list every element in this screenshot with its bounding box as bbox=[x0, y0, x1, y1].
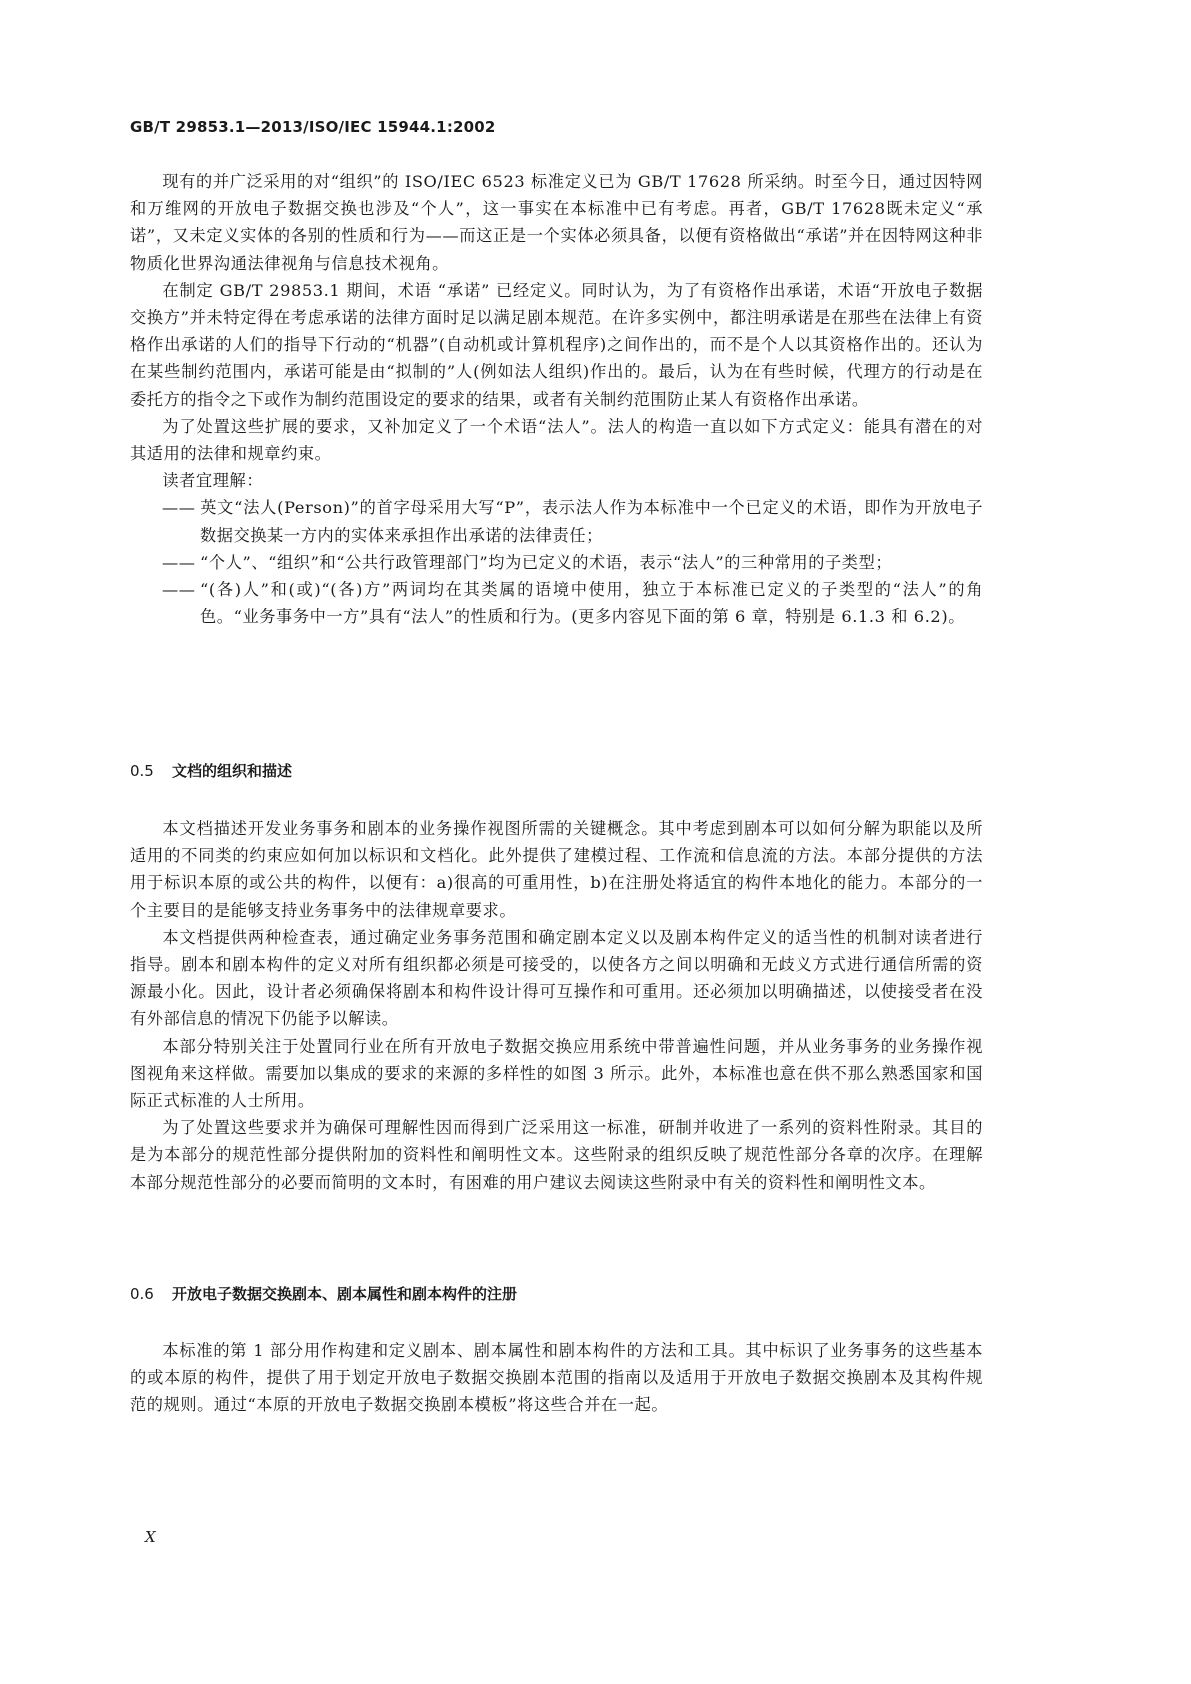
paragraph: 读者宜理解： bbox=[162, 471, 264, 491]
paragraph: 本标准的第 1 部分用作构建和定义剧本、剧本属性和剧本构件的方法和工具。其中标识了业务事务的这些基本的或本原的构件，提供了用于划定开放电子数据交换剧本范围的指南以及适用于开放电子数据交换剧本及其构件规范的规则。通过“本原的开放电子数据交换剧本模板”将这些合并在一起。 bbox=[130, 1341, 983, 1415]
section-title: 文档的组织和描述 bbox=[172, 762, 293, 780]
list-item-text: 英文“法人(Person)”的首字母采用大写“P”，表示法人作为本标准中一个已定义的术语，即作为开放电子数据交换某一方内的实体来承担作出承诺的法律责任； bbox=[200, 498, 983, 545]
paragraph: 本文档提供两种检查表，通过确定业务事务范围和确定剧本定义以及剧本构件定义的适当性的机制对读者进行指导。剧本和剧本构件的定义对所有组织都必须是可接受的，以使各方之间以明确和无歧义方式进行通信所需的资源最小化。因此，设计者必须确保将剧本和构件设计得可互操作和可重用。还必须加以明确描述，以使接受者在没有外部信息的情况下仍能予以解读。 bbox=[130, 927, 983, 1029]
section-heading-0-6 bbox=[130, 1283, 517, 1304]
list-item-text: “(各)人”和(或)“(各)方”两词均在其类属的语境中使用，独立于本标准已定义的子类型的“法人”的角色。“业务事务中一方”具有“法人”的性质和行为。(更多内容见下面的第 6 章，特别是 6.1.3 和 6.2)。 bbox=[200, 580, 983, 627]
standard-code-header: GB/T 29853.1—2013/ISO/IEC 15944.1:2002 bbox=[130, 118, 496, 136]
section-0-5-body bbox=[130, 815, 983, 1196]
list-item bbox=[130, 494, 983, 548]
paragraph: 本部分特别关注于处置同行业在所有开放电子数据交换应用系统中带普遍性问题，并从业务事务的业务操作视图视角来这样做。需要加以集成的要求的来源的多样性的如图 3 所示。此外，本标准也意在供不那么熟悉国家和国际正式标准的人士所用。 bbox=[130, 1036, 983, 1111]
paragraph: 现有的并广泛采用的对“组织”的 ISO/IEC 6523 标准定义已为 GB/T 17628 所采纳。时至今日，通过因特网和万维网的开放电子数据交换也涉及“个人”，这一事实在本标准中已有考虑。再者，GB/T 17628既未定义“承诺”，又未定义实体的各别的性质和行为——而这正是一个实体必须具备，以便有资格做出“承诺”并在因特网这种非物质化世界沟通法律视角与信息技术视角。 bbox=[130, 172, 983, 273]
section-title: 开放电子数据交换剧本、剧本属性和剧本构件的注册 bbox=[172, 1285, 518, 1303]
list-item bbox=[130, 549, 983, 576]
intro-block bbox=[130, 168, 983, 630]
paragraph: 为了处置这些要求并为确保可理解性因而得到广泛采用这一标准，研制并收进了一系列的资料性附录。其目的是为本部分的规范性部分提供附加的资料性和阐明性文本。这些附录的组织反映了规范性部分各章的次序。在理解本部分规范性部分的必要而简明的文本时，有困难的用户建议去阅读这些附录中有关的资料性和阐明性文本。 bbox=[130, 1118, 983, 1192]
paragraph: 为了处置这些扩展的要求，又补加定义了一个术语“法人”。法人的构造一直以如下方式定义：能具有潜在的对其适用的法律和规章约束。 bbox=[130, 416, 983, 464]
paragraph: 本文档描述开发业务事务和剧本的业务操作视图所需的关键概念。其中考虑到剧本可以如何分解为职能以及所适用的不同类的约束应如何加以标识和文档化。此外提供了建模过程、工作流和信息流的方法。本部分提供的方法用于标识本原的或公共的构件，以便有：a)很高的可重用性，b)在注册处将适宜的构件本地化的能力。本部分的一个主要目的是能够支持业务事务中的法律规章要求。 bbox=[130, 819, 983, 920]
dash-marker: —— bbox=[162, 580, 196, 600]
list-item-text: “个人”、“组织”和“公共行政管理部门”均为已定义的术语，表示“法人”的三种常用的子类型； bbox=[200, 552, 893, 572]
list-item bbox=[130, 576, 983, 630]
dash-marker: —— bbox=[162, 552, 196, 572]
section-0-6-body bbox=[130, 1337, 983, 1419]
section-heading-0-5 bbox=[130, 760, 292, 781]
section-number: 0.5 bbox=[130, 762, 154, 780]
dash-marker: —— bbox=[162, 498, 196, 518]
page-number: X bbox=[145, 1528, 156, 1546]
paragraph: 在制定 GB/T 29853.1 期间，术语 “承诺” 已经定义。同时认为，为了有资格作出承诺，术语“开放电子数据交换方”并未特定得在考虑承诺的法律方面时足以满足剧本规范。在许多实例中，都注明承诺是在那些在法律上有资格作出承诺的人们的指导下行动的“机器”(自动机或计算机程序)之间作出的，而不是个人以其资格作出的。还认为在某些制约范围内，承诺可能是由“拟制的”人(例如法人组织)作出的。最后，认为在有些时候，代理方的行动是在委托方的指令之下或作为制约范围设定的要求的结果，或者有关制约范围防止某人有资格作出承诺。 bbox=[130, 280, 983, 409]
section-number: 0.6 bbox=[130, 1285, 154, 1303]
